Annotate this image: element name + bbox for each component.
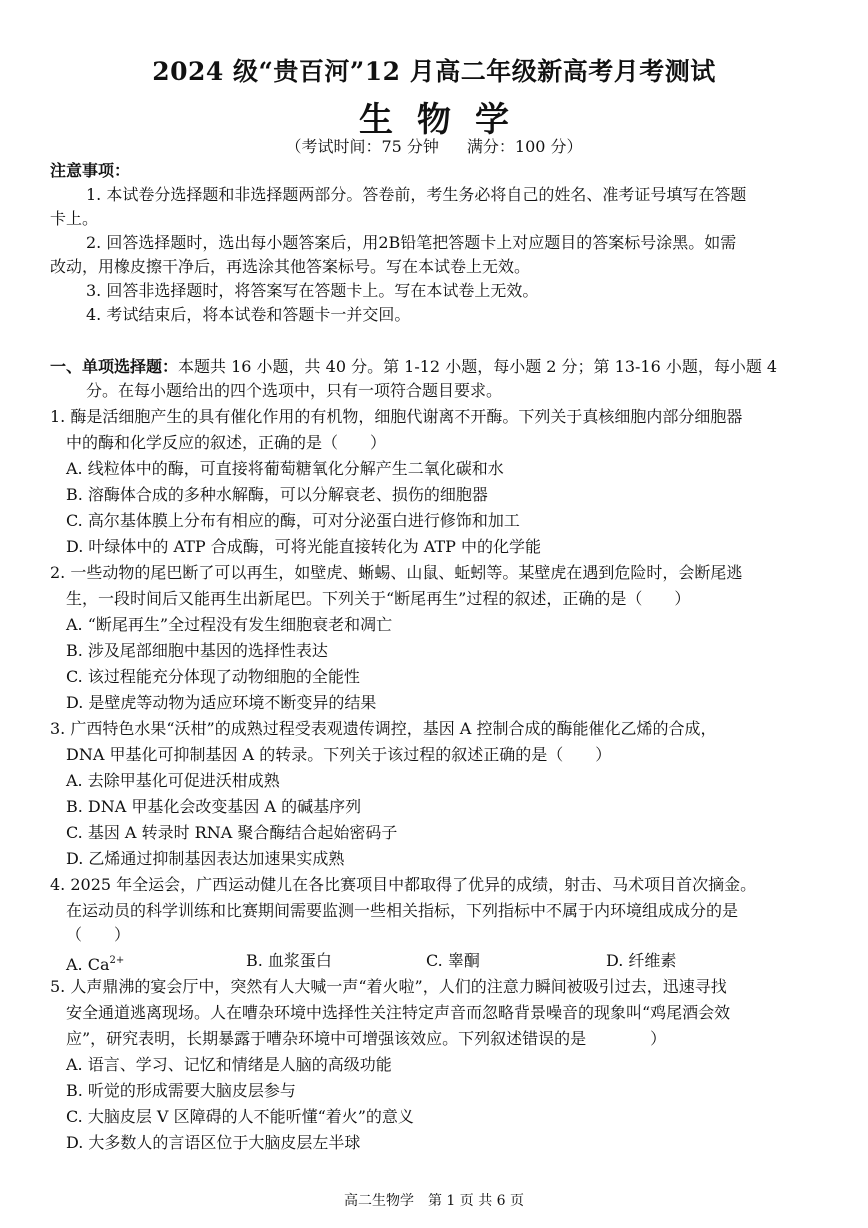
- answer-option: A. 语言、学习、记忆和情绪是人脑的高级功能: [66, 1055, 392, 1074]
- question-stem: 1. 酶是活细胞产生的具有催化作用的有机物，细胞代谢离不开酶。下列关于真核细胞内部分细胞器: [50, 407, 743, 426]
- answer-option: B. 涉及尾部细胞中基因的选择性表达: [66, 641, 328, 660]
- answer-option: D. 叶绿体中的 ATP 合成酶，可将光能直接转化为 ATP 中的化学能: [66, 537, 542, 556]
- answer-option: D. 乙烯通过抑制基因表达加速果实成熟: [66, 849, 345, 868]
- note-line: 卡上。: [50, 209, 99, 228]
- answer-option: D. 纤维素: [606, 951, 677, 970]
- answer-option: B. DNA 甲基化会改变基因 A 的碱基序列: [66, 797, 362, 816]
- answer-option: A. 去除甲基化可促进沃柑成熟: [66, 771, 280, 790]
- question-stem: 在运动员的科学训练和比赛期间需要监测一些相关指标，下列指标中不属于内环境组成成分的是: [66, 901, 739, 920]
- note-line: 改动，用橡皮擦干净后，再选涂其他答案标号。写在本试卷上无效。: [50, 257, 531, 276]
- section-heading: 一、单项选择题：: [50, 357, 179, 376]
- answer-option: C. 高尔基体膜上分布有相应的酶，可对分泌蛋白进行修饰和加工: [66, 511, 520, 530]
- exam-title: 2024 级“贵百河”12 月高二年级新高考月考测试: [152, 57, 716, 86]
- answer-option: B. 溶酶体合成的多种水解酶，可以分解衰老、损伤的细胞器: [66, 485, 488, 504]
- question-stem: 安全通道逃离现场。人在嘈杂环境中选择性关注特定声音而忽略背景噪音的现象叫“鸡尾酒会效: [66, 1003, 731, 1022]
- answer-option: A. 线粒体中的酶，可直接将葡萄糖氧化分解产生二氧化碳和水: [66, 459, 504, 478]
- answer-option: B. 血浆蛋白: [246, 951, 332, 970]
- question-stem: 中的酶和化学反应的叙述，正确的是（ ）: [66, 433, 387, 452]
- section-intro-text: 本题共 16 小题，共 40 分。第 1-12 小题，每小题 2 分；第 13-16 小题，每小题 4: [178, 357, 778, 376]
- question-stem: DNA 甲基化可抑制基因 A 的转录。下列关于该过程的叙述正确的是（ ）: [66, 745, 612, 764]
- note-line: 3. 回答非选择题时，将答案写在答题卡上。写在本试卷上无效。: [86, 281, 539, 300]
- answer-option: [66, 950, 124, 976]
- question-stem: 3. 广西特色水果“沃柑”的成熟过程受表观遗传调控，基因 A 控制合成的酶能催化乙烯的合成，: [50, 719, 717, 738]
- superscript: 2+: [109, 955, 125, 966]
- question-stem: 4. 2025 年全运会，广西运动健儿在各比赛项目中都取得了优异的成绩，射击、马术项目首次摘金。: [50, 875, 757, 894]
- section-intro: [50, 356, 777, 378]
- answer-option: C. 睾酮: [426, 951, 480, 970]
- full-score: 满分：100 分）: [466, 137, 583, 156]
- notes-heading: 注意事项：: [50, 161, 131, 180]
- answer-option: C. 大脑皮层 V 区障碍的人不能听懂“着火”的意义: [66, 1107, 414, 1126]
- question-stem: 5. 人声鼎沸的宴会厅中，突然有人大喊一声“着火啦”，人们的注意力瞬间被吸引过去，迅速寻找: [50, 977, 727, 996]
- option-a-text: A. Ca: [66, 955, 110, 974]
- question-stem: 应”，研究表明，长期暴露于嘈杂环境中可增强该效应。下列叙述错误的是 ）: [66, 1029, 667, 1048]
- answer-option: B. 听觉的形成需要大脑皮层参与: [66, 1081, 296, 1100]
- section-intro-line: 分。在每小题给出的四个选项中，只有一项符合题目要求。: [86, 381, 503, 400]
- answer-option: C. 该过程能充分体现了动物细胞的全能性: [66, 667, 360, 686]
- note-line: 2. 回答选择题时，选出每小题答案后，用2B铅笔把答题卡上对应题目的答案标号涂黑。如需: [86, 233, 737, 252]
- answer-option: A. “断尾再生”全过程没有发生细胞衰老和凋亡: [66, 615, 393, 634]
- answer-option: C. 基因 A 转录时 RNA 聚合酶结合起始密码子: [66, 823, 398, 842]
- page-footer: 高二生物学 第 1 页 共 6 页: [343, 1193, 525, 1209]
- answer-option: D. 是壁虎等动物为适应环境不断变异的结果: [66, 693, 377, 712]
- question-stem: 2. 一些动物的尾巴断了可以再生，如壁虎、蜥蜴、山鼠、蚯蚓等。某壁虎在遇到危险时，会断尾逃: [50, 563, 743, 582]
- note-line: 4. 考试结束后，将本试卷和答题卡一并交回。: [86, 305, 411, 324]
- note-line: 1. 本试卷分选择题和非选择题两部分。答卷前，考生务必将自己的姓名、准考证号填写在答题: [86, 185, 747, 204]
- subject-title: 生物学: [359, 100, 533, 140]
- question-stem: 生，一段时间后又能再生出新尾巴。下列关于“断尾再生”过程的叙述，正确的是（ ）: [66, 589, 691, 608]
- exam-info: [0, 134, 868, 157]
- answer-option: D. 大多数人的言语区位于大脑皮层左半球: [66, 1133, 361, 1152]
- question-stem: （ ）: [66, 925, 131, 944]
- exam-time: （考试时间：75 分钟: [285, 137, 439, 156]
